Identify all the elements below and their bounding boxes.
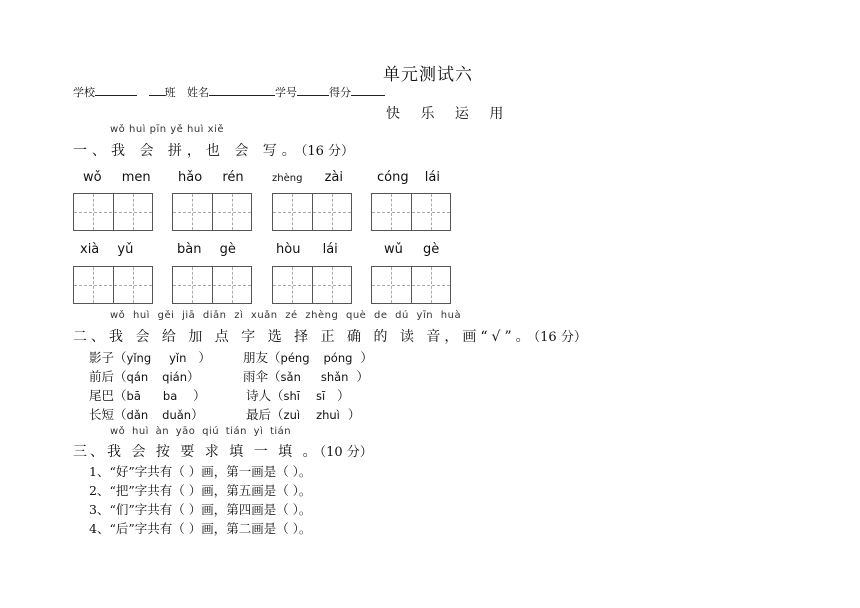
writing-grid[interactable] — [272, 193, 352, 231]
q2-item: 诗人（shī sī ） — [246, 388, 350, 403]
q1-row2-word4-pinyin: wǔ gè — [384, 242, 440, 257]
option[interactable]: shī — [283, 389, 301, 403]
option[interactable]: duǎn — [162, 408, 192, 422]
q1-row2-word2-pinyin: bàn gè — [177, 242, 236, 257]
q2-item: 最后（zuì zhuì ） — [246, 407, 361, 422]
q2-points: （16 分） — [533, 330, 587, 345]
writing-grid[interactable] — [172, 266, 252, 304]
number-label: 学号 — [275, 86, 297, 99]
q2-item: 影子（yǐng yǐn ） — [89, 350, 211, 365]
writing-grid[interactable] — [371, 266, 451, 304]
writing-grid[interactable] — [73, 193, 153, 231]
score-label: 得分 — [329, 86, 351, 99]
option[interactable]: qián — [162, 370, 188, 384]
option[interactable]: shǎn — [320, 370, 349, 384]
q2-heading — [73, 326, 587, 346]
q2-pinyin-hint: wǒ huì gěi jiā diǎn zì xuǎn zé zhèng què de dú yīn huà — [110, 310, 462, 321]
page-title: 单元测试六 — [383, 65, 473, 85]
q3-item[interactable]: 3、“们”字共有（ ）画，第四画是（ ）。 — [89, 502, 312, 517]
school-label: 学校 — [73, 86, 95, 99]
option[interactable]: qán — [126, 370, 149, 384]
option[interactable]: zuì — [283, 408, 301, 422]
option[interactable]: péng — [280, 351, 310, 365]
school-blank[interactable] — [95, 85, 137, 96]
q3-item[interactable]: 1、“好”字共有（ ）画，第一画是（ ）。 — [89, 464, 312, 479]
q2-heading-text: 二、我 会 给 加 点 字 选 择 正 确 的 读 音，画“√”。 — [73, 329, 534, 345]
writing-grid[interactable] — [272, 266, 352, 304]
option[interactable]: ba — [162, 389, 178, 403]
option[interactable]: dǎn — [126, 408, 149, 422]
writing-grid[interactable] — [371, 193, 451, 231]
name-blank[interactable] — [209, 85, 275, 96]
option[interactable]: bā — [126, 389, 141, 403]
q1-row2-word1-pinyin: xià yǔ — [80, 242, 134, 257]
name-label: 姓名 — [187, 86, 209, 99]
q1-row1-word3-pinyin: zhèng zài — [272, 170, 343, 185]
q2-item: 雨伞（sǎn shǎn ） — [243, 369, 369, 384]
q1-pinyin-hint: wǒ huì pīn yě huì xiě — [110, 124, 224, 135]
q1-points: （16 分） — [300, 144, 354, 159]
writing-grid[interactable] — [172, 193, 252, 231]
q3-item[interactable]: 2、“把”字共有（ ）画，第五画是（ ）。 — [89, 483, 312, 498]
q3-item[interactable]: 4、“后”字共有（ ）画，第二画是（ ）。 — [89, 521, 312, 536]
q1-row1-word4-pinyin: cóng lái — [377, 170, 440, 185]
writing-grid[interactable] — [73, 266, 153, 304]
q3-pinyin-hint: wǒ huì àn yāo qiú tián yì tián — [110, 426, 292, 437]
class-blank[interactable] — [149, 85, 165, 96]
option[interactable]: póng — [323, 351, 353, 365]
option[interactable]: sī — [316, 389, 326, 403]
q2-item: 长短（dǎn duǎn） — [89, 407, 204, 422]
score-blank[interactable] — [351, 85, 385, 96]
number-blank[interactable] — [297, 85, 329, 96]
class-label: 班 — [164, 86, 176, 99]
option[interactable]: zhuì — [316, 408, 340, 422]
q3-heading-text: 三、我 会 按 要 求 填 一 填 。 — [73, 444, 320, 460]
q1-heading — [73, 140, 354, 160]
option[interactable]: sǎn — [280, 370, 301, 384]
q2-item: 朋友（péng póng ） — [243, 350, 373, 365]
student-info-line — [73, 84, 385, 100]
q2-item: 前后（qán qián） — [89, 369, 200, 384]
q1-row1-word1-pinyin: wǒ men — [83, 170, 151, 185]
q3-heading — [73, 441, 373, 461]
q2-item: 尾巴（bā ba ） — [89, 388, 206, 403]
q3-points: （10 分） — [319, 445, 373, 460]
q1-heading-text: 一、我 会 拼，也 会 写。 — [73, 143, 301, 159]
section-subtitle: 快 乐 运 用 — [386, 106, 512, 122]
option[interactable]: yǐng — [126, 351, 152, 365]
option[interactable]: yǐn — [169, 351, 187, 365]
q1-row2-word3-pinyin: hòu lái — [276, 242, 338, 257]
q1-row1-word2-pinyin: hǎo rén — [178, 170, 244, 185]
